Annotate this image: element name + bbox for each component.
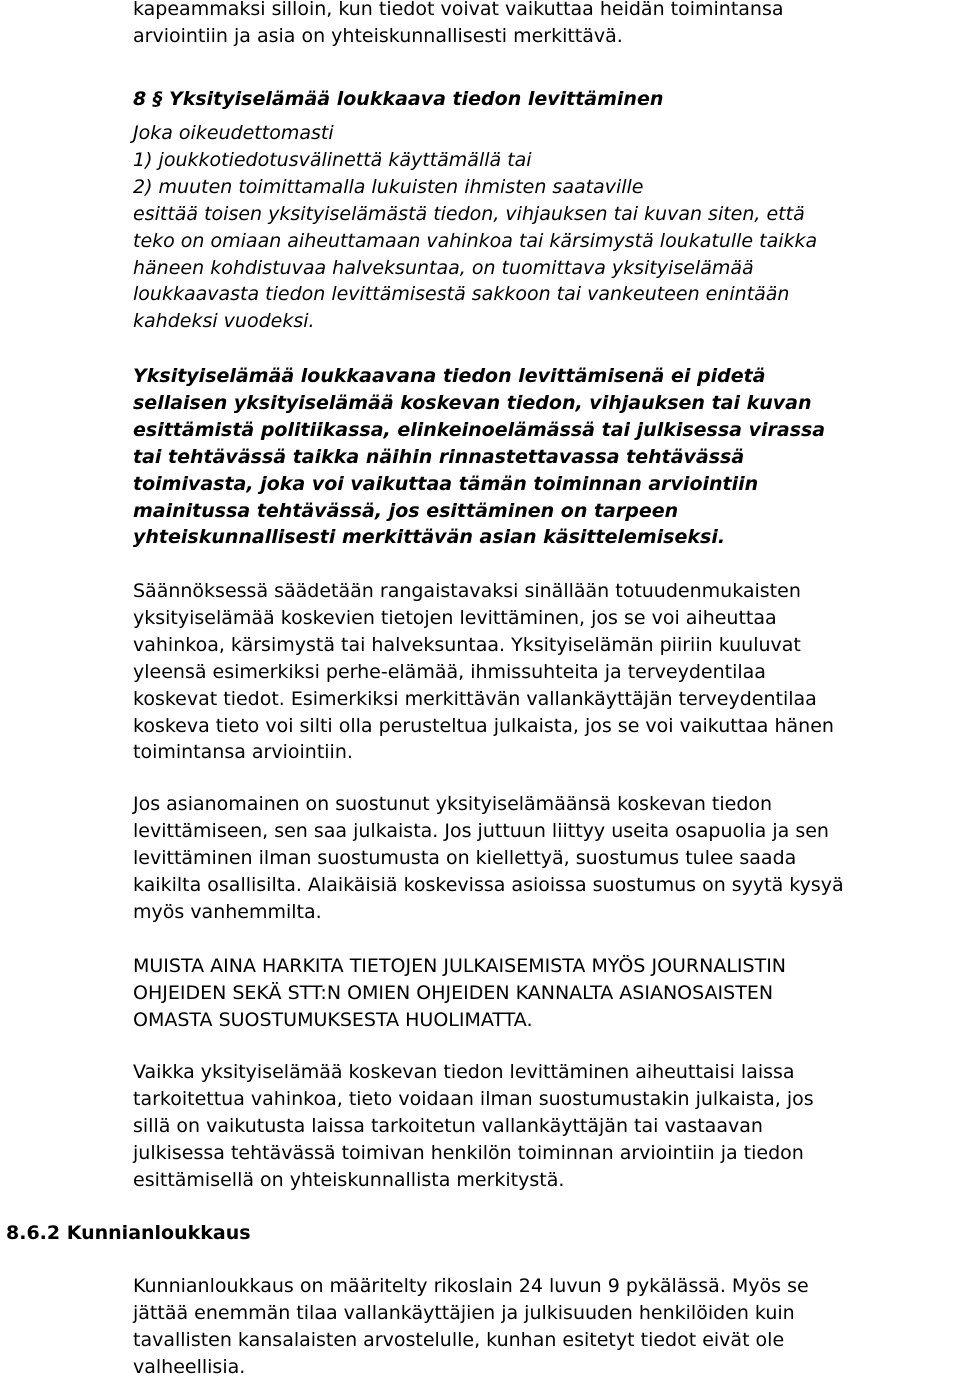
law-text (133, 120, 955, 335)
law-heading: 8 § Yksityiselämää loukkaava tiedon levittäminen (133, 88, 664, 110)
law-line: Joka oikeudettomasti (133, 122, 334, 144)
bold-line: sellaisen yksityiselämää koskevan tiedon, vihjauksen tai kuvan (133, 391, 812, 414)
paragraph-2 (133, 791, 955, 926)
text-line: koskeva tieto voi silti olla perusteltua julkaista, jos se voi vaikuttaa hänen (133, 714, 834, 737)
text-line: myös vanhemmilta. (133, 900, 322, 923)
bold-line: toimivasta, joka voi vaikuttaa tämän toiminnan arviointiin (133, 472, 759, 495)
caps-line: OMASTA SUOSTUMUKSESTA HUOLIMATTA. (133, 1008, 533, 1031)
text-line: Kunnianloukkaus on määritelty rikoslain 24 luvun 9 pykälässä. Myös se (133, 1275, 809, 1297)
law-line: 1) joukkotiedotusvälinettä käyttämällä tai (133, 148, 532, 171)
text-line: yksityiselämää koskevien tietojen levittäminen, jos se voi aiheuttaa (133, 606, 777, 629)
law-line: häneen kohdistuvaa halveksuntaa, on tuomittava yksityiselämää (133, 256, 754, 279)
text-line: tarkoitettua vahinkoa, tieto voidaan ilman suostumustakin julkaista, jos (133, 1087, 814, 1110)
caps-line: OHJEIDEN SEKÄ STT:N OMIEN OHJEIDEN KANNALTA ASIANOSAISTEN (133, 981, 774, 1004)
text-line: esittämisellä on yhteiskunnallista merkitystä. (133, 1168, 565, 1191)
law-section-8 (133, 86, 955, 113)
text-line: jättää enemmän tilaa vallankäyttäjien ja julkisuuden henkilöiden kuin (133, 1301, 795, 1324)
text-line: sillä on vaikutusta laissa tarkoitetun vallankäyttäjän tai vastaavan (133, 1114, 763, 1137)
text-line: julkisessa tehtävässä toimivan henkilön toiminnan arviointiin ja tiedon (133, 1141, 804, 1164)
law-line: teko on omiaan aiheuttamaan vahinkoa tai kärsimystä loukatulle taikka (133, 229, 818, 252)
paragraph-3 (133, 1059, 955, 1194)
bold-line: yhteiskunnallisesti merkittävän asian käsittelemiseksi. (133, 526, 726, 549)
bold-line: mainitussa tehtävässä, jos esittäminen on tarpeen (133, 499, 679, 522)
text-line: yleensä esimerkiksi perhe-elämää, ihmissuhteita ja terveydentilaa (133, 660, 766, 683)
bold-line: tai tehtävässä taikka näihin rinnastettavassa tehtävässä (133, 445, 745, 468)
text-line: koskevat tiedot. Esimerkiksi merkittävän vallankäyttäjän terveydentilaa (133, 687, 817, 710)
text-line: vahinkoa, kärsimystä tai halveksuntaa. Yksityiselämän piiriin kuuluvat (133, 633, 801, 656)
intro-paragraph (133, 0, 955, 50)
text-line: Säännöksessä säädetään rangaistavaksi sinällään totuudenmukaisten (133, 580, 801, 602)
text-line: Jos asianomainen on suostunut yksityiselämäänsä koskevan tiedon (133, 793, 773, 815)
bold-line: esittämistä politiikassa, elinkeinoelämässä tai julkisessa virassa (133, 418, 826, 441)
law-line: 2) muuten toimittamalla lukuisten ihmisten saataville (133, 175, 644, 198)
text-line: valheellisia. (133, 1355, 246, 1378)
caps-notice (133, 953, 955, 1034)
text-line: Vaikka yksityiselämää koskevan tiedon levittäminen aiheuttaisi laissa (133, 1061, 795, 1083)
text-line: toimintansa arviointiin. (133, 741, 353, 764)
section-heading: 8.6.2 Kunnianloukkaus (6, 1222, 251, 1244)
law-line: esittää toisen yksityiselämästä tiedon, vihjauksen tai kuvan siten, että (133, 202, 805, 225)
text-line: arviointiin ja asia on yhteiskunnallisesti merkittävä. (133, 24, 623, 47)
bold-line: Yksityiselämää loukkaavana tiedon levittämisenä ei pidetä (133, 365, 766, 387)
law-exception-paragraph (133, 363, 955, 551)
text-line: tavallisten kansalaisten arvostelulle, kunhan esitetyt tiedot eivät ole (133, 1328, 785, 1351)
paragraph-1 (133, 578, 955, 766)
law-line: loukkaavasta tiedon levittämisestä sakkoon tai vankeuteen enintään (133, 283, 790, 306)
text-line: levittämiseen, sen saa julkaista. Jos juttuun liittyy useita osapuolia ja sen (133, 819, 829, 842)
text-line: kaikilta osallisilta. Alaikäisiä koskevissa asioissa suostumus on syytä kysyä (133, 873, 844, 896)
text-line: levittäminen ilman suostumusta on kiellettyä, suostumus tulee saada (133, 846, 797, 869)
law-line: kahdeksi vuodeksi. (133, 310, 315, 333)
section-paragraph (133, 1273, 955, 1381)
caps-line: MUISTA AINA HARKITA TIETOJEN JULKAISEMISTA MYÖS JOURNALISTIN (133, 955, 787, 977)
text-line: kapeammaksi silloin, kun tiedot voivat vaikuttaa heidän toimintansa (133, 0, 784, 20)
